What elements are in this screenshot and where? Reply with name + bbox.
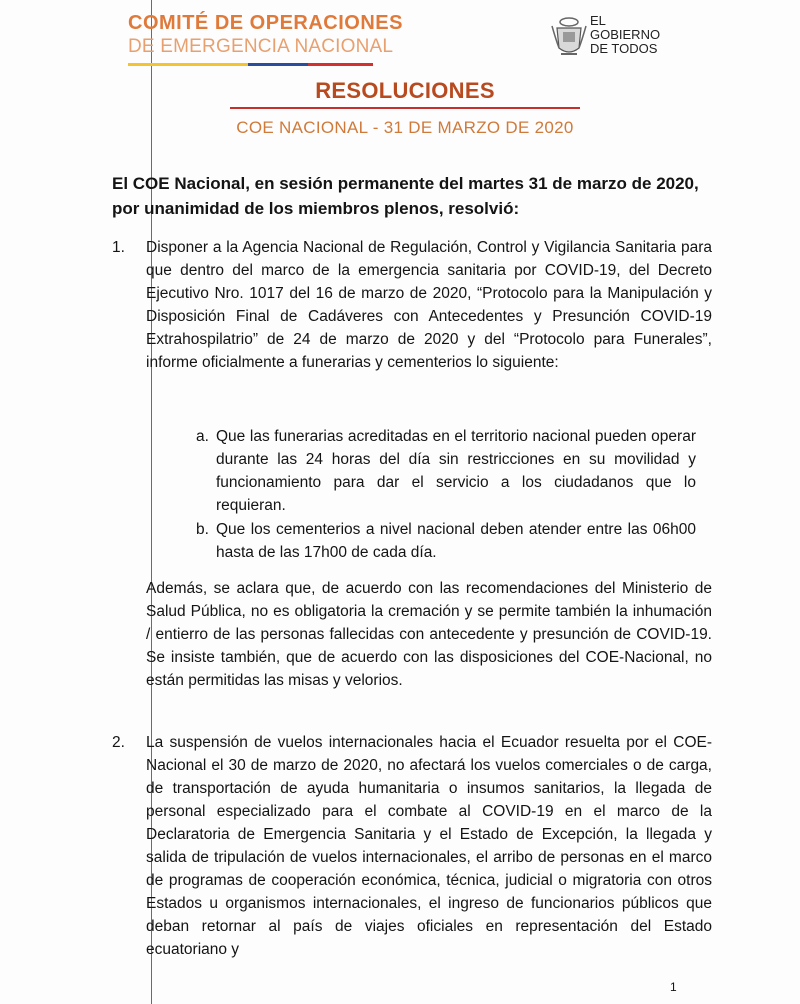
title-underline <box>230 107 580 109</box>
subitem-letter: a. <box>196 428 209 445</box>
subitem-letter: b. <box>196 521 209 538</box>
org-name-line1: COMITÉ DE OPERACIONES <box>128 12 403 34</box>
resolution-item-2 <box>112 731 712 961</box>
gov-line: EL <box>590 13 606 28</box>
document-subtitle: COE NACIONAL - 31 DE MARZO DE 2020 <box>236 118 574 137</box>
item-number: 2. <box>112 734 125 751</box>
page-number: 1 <box>670 980 677 994</box>
item-text: La suspensión de vuelos internacionales hacia el Ecuador resuelta por el COE-Nacional el 30 de marzo de 2020, no afectará los vuelos comerciales o de carga, de transportación de ayuda humanitaria o insumos sanitarios, la llegada de personal especializado para el combate al COVID-19 en el marco de la Declaratoria de Emergencia Sanitaria y el Estado de Excepción, la llegada y salida de tripulación de vuelos internacionales, el arribo de personas en el marco de programas de cooperación económica, técnica, judicial o migratoria con otros Estados u organismos internacionales, el ingreso de funcionarios públicos que deban retornar al país de viajes oficiales en representación del Estado ecuatoriano y <box>146 734 712 958</box>
org-name-line2: DE EMERGENCIA NACIONAL <box>128 36 394 57</box>
subitem-text: Que los cementerios a nivel nacional deben atender entre las 06h00 hasta de las 17h00 de cada día. <box>216 521 696 561</box>
letterhead <box>128 12 788 72</box>
item-text: Disponer a la Agencia Nacional de Regulación, Control y Vigilancia Sanitaria para que dentro del marco de la emergencia sanitaria por COVID-19, del Decreto Ejecutivo Nro. 1017 del 16 de marzo de 2020, “Protocolo para la Manipulación y Disposición Final de Cadáveres con Antecedentes y Presunción COVID-19 Extrahospilatrio” de 24 de marzo de 2020 y del “Protocolo para Funerales”, informe oficialmente a funerarias y cementerios lo siguiente: <box>146 239 712 371</box>
gobierno-de-todos-logo <box>590 14 660 56</box>
subitem-b <box>196 518 696 564</box>
gov-line: GOBIERNO <box>590 27 661 42</box>
clarification-paragraph: Además, se aclara que, de acuerdo con las recomendaciones del Ministerio de Salud Pública, no es obligatoria la cremación y se permite también la inhumación / entierro de las personas fallecidas con antecedente y presunción de COVID-19. Se insiste también, que de acuerdo con las disposiciones del COE-Nacional, no están permitidas las misas y velorios. <box>146 580 712 689</box>
subitem-a <box>196 425 696 517</box>
item-number: 1. <box>112 239 125 256</box>
tricolor-stripe <box>128 63 373 66</box>
subitem-text: Que las funerarias acreditadas en el territorio nacional pueden operar durante las 24 horas del día sin restricciones en su movilidad y funcionamiento para dar el servicio a los ciudadanos que lo requieran. <box>216 428 696 514</box>
gov-line: DE TODOS <box>590 41 658 56</box>
intro-paragraph: El COE Nacional, en sesión permanente del martes 31 de marzo de 2020, por unanimidad de los miembros plenos, resolvió: <box>112 174 699 218</box>
document-title: RESOLUCIONES <box>315 78 495 103</box>
resolution-item-1 <box>112 236 712 374</box>
coat-of-arms-icon <box>549 14 589 60</box>
